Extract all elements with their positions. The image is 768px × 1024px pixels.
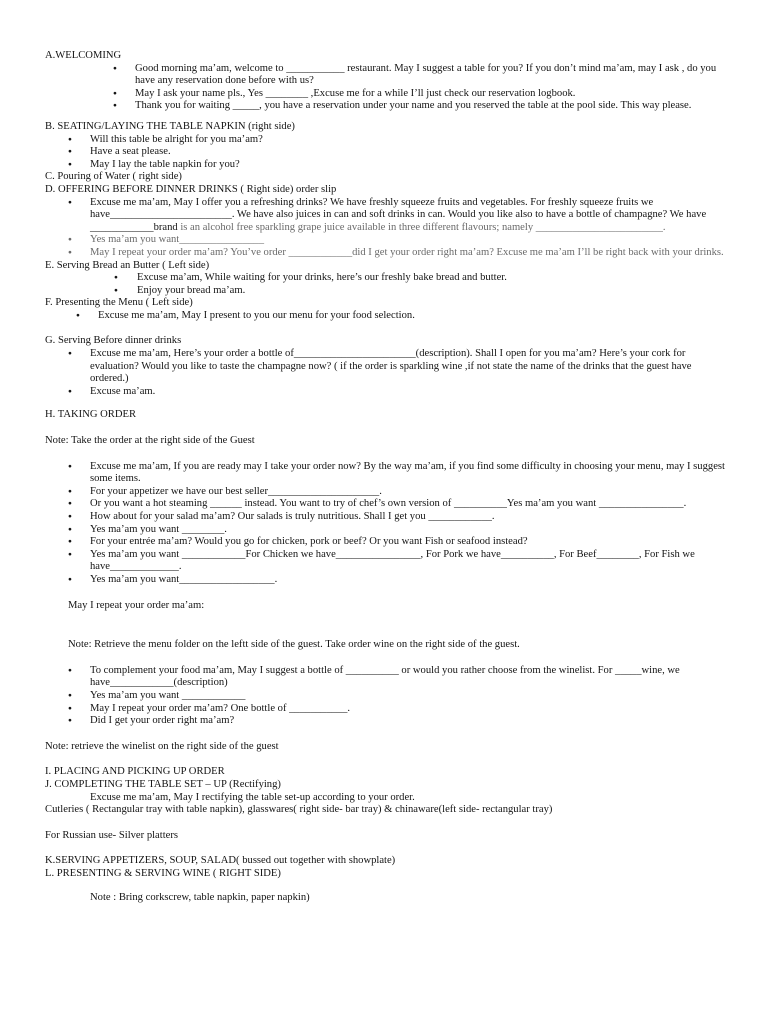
list-item-text: Yes ma’am you want ____________ <box>90 689 246 701</box>
list-item-text: How about for your salad ma’am? Our salads is truly nutritious. Shall I get you ____________. <box>90 511 495 522</box>
section-h-list-1 <box>45 461 725 587</box>
list-item <box>45 536 725 549</box>
list-item-text: Good morning ma’am, welcome to ___________ restaurant. May I suggest a table for you? If you don’t mind ma’am, may I ask , do you have any reservation done before with us? <box>135 62 717 87</box>
list-item <box>45 134 725 147</box>
section-h-note-1: Note: Take the order at the right side of the Guest <box>45 435 255 447</box>
section-h-note-3: Note: retrieve the winelist on the right side of the guest <box>45 740 279 752</box>
section-b-heading: B. SEATING/LAYING THE TABLE NAPKIN (right side) <box>45 120 295 132</box>
list-item <box>45 524 725 537</box>
list-item <box>45 348 725 386</box>
section-d-heading: D. OFFERING BEFORE DINNER DRINKS ( Right side) order slip <box>45 183 337 195</box>
list-item <box>45 574 725 587</box>
section-c-heading: C. Pouring of Water ( right side) <box>45 171 182 183</box>
section-j-line-2: Cutleries ( Rectangular tray with table napkin), glasswares( right side- bar tray) & chinaware(left side- rectangular tray) <box>45 804 553 816</box>
list-item-text: For your entrée ma’am? Would you go for chicken, pork or beef? Or you want Fish or seafood instead? <box>90 536 528 548</box>
list-item <box>45 549 725 574</box>
section-g-list <box>45 348 725 398</box>
list-item <box>45 511 725 524</box>
list-item <box>45 665 725 690</box>
section-h-repeat: May I repeat your order ma’am: <box>68 599 205 611</box>
list-item-text: Excuse me ma’am, If you are ready may I take your order now? By the way ma’am, if you find some difficulty in choosing your menu, may I suggest some items. <box>90 460 725 485</box>
list-item <box>45 386 725 399</box>
section-e-list <box>45 272 725 297</box>
list-item-text: Did I get your order right ma’am? <box>90 715 235 727</box>
list-item-text: May I repeat your order ma’am? One bottle of ___________. <box>90 702 351 714</box>
list-item-text: Thank you for waiting _____, you have a reservation under your name and you reserved the table at the pool side. This way please. <box>135 100 692 112</box>
list-item-text: Excuse me ma’am, Here’s your order a bottle of_______________________(description). Shall I open for you ma’am? Here’s your cork for evaluation? Would you like to taste the champagne now? ( if the order is sparkling wine ,if not state the name of the drinks that the guest have ordered.) <box>90 348 692 385</box>
list-item-text: Enjoy your bread ma’am. <box>137 284 246 296</box>
list-item-text: May I ask your name pls., Yes ________ ,Excuse me for a while I’ll just check our reservation logbook. <box>135 87 576 99</box>
list-item <box>45 63 725 88</box>
section-l-note: Note : Bring corkscrew, table napkin, paper napkin) <box>90 892 310 904</box>
section-l-heading: L. PRESENTING & SERVING WINE ( RIGHT SIDE) <box>45 867 281 879</box>
list-item <box>45 461 725 486</box>
section-h-heading: H. TAKING ORDER <box>45 409 137 421</box>
list-item-text: Yes ma’am you want ________. <box>90 523 227 535</box>
section-a-heading: A.WELCOMING <box>45 50 122 61</box>
section-a-list <box>45 63 725 113</box>
list-item-text: For your appetizer we have our best seller_____________________. <box>90 485 382 497</box>
list-item <box>45 715 725 728</box>
list-item <box>45 146 725 159</box>
list-item-text: Excuse ma’am. <box>90 385 156 397</box>
list-item-text: May I lay the table napkin for you? <box>90 158 240 170</box>
list-item-text: Excuse me ma’am, May I offer you a refreshing drinks? We have freshly squeeze fruits and vegetables. For freshly squeeze fruits we have_______________________. We have also juices in can and soft drinks in can. Would you like also to have a bottle of champagne? We have ____________brand <box>90 196 707 233</box>
document-page <box>45 50 725 905</box>
list-item <box>45 88 725 101</box>
list-item-text-faint: is an alcohol free sparkling grape juice available in three different flavours; namely ________________________. <box>177 221 666 233</box>
list-item-text: Yes ma’am you want ____________For Chicken we have________________, For Pork we have__________, For Beef________, For Fish we have_____________. <box>90 548 695 573</box>
list-item <box>45 247 725 260</box>
list-item <box>45 690 725 703</box>
list-item-text: Excuse ma’am, While waiting for your drinks, here’s our freshly bake bread and butter. <box>137 272 507 284</box>
list-item-text: Will this table be alright for you ma’am? <box>90 133 263 145</box>
list-item-text: To complement your food ma’am, May I suggest a bottle of __________ or would you rather choose from the winelist. For _____wine, we have____________(description) <box>90 664 680 689</box>
list-item-text: May I repeat your order ma’am? You’ve order ____________did I get your order right ma’am? Excuse me ma’am I’ll be right back with your drinks. <box>90 246 724 258</box>
section-i-heading: I. PLACING AND PICKING UP ORDER <box>45 766 225 778</box>
list-item <box>45 285 725 298</box>
list-item-text: Yes ma’am you want________________ <box>90 234 265 246</box>
section-e-heading: E. Serving Bread an Butter ( Left side) <box>45 259 210 271</box>
list-item-text: Yes ma’am you want__________________. <box>90 573 278 585</box>
section-h-note-2: Note: Retrieve the menu folder on the leftt side of the guest. Take order wine on the right side of the guest. <box>68 639 520 651</box>
list-item <box>53 310 725 323</box>
list-item-text: Excuse me ma’am, May I present to you our menu for your food selection. <box>98 309 415 321</box>
section-j-line-1: Excuse me ma’am, May I rectifying the table set-up according to your order. <box>90 791 415 803</box>
section-j-heading: J. COMPLETING THE TABLE SET – UP (Rectifying) <box>45 778 281 790</box>
section-k-heading: K.SERVING APPETIZERS, SOUP, SALAD( bussed out together with showplate) <box>45 855 396 867</box>
list-item <box>45 272 725 285</box>
list-item <box>45 703 725 716</box>
list-item-text: Have a seat please. <box>90 146 171 158</box>
list-item <box>45 197 725 235</box>
section-h-list-2 <box>45 665 725 728</box>
list-item <box>45 159 725 172</box>
list-item <box>45 486 725 499</box>
section-j-russian: For Russian use- Silver platters <box>45 829 178 841</box>
section-g-heading: G. Serving Before dinner drinks <box>45 335 182 347</box>
section-b-list <box>45 134 725 172</box>
list-item-text: Or you want a hot steaming ______ instead. You want to try of chef’s own version of __________Yes ma’am you want ________________. <box>90 498 687 510</box>
section-d-list <box>45 197 725 260</box>
list-item <box>45 234 725 247</box>
section-f-heading: F. Presenting the Menu ( Left side) <box>45 297 193 309</box>
list-item <box>45 100 725 113</box>
section-f-list <box>45 310 725 323</box>
list-item <box>45 498 725 511</box>
